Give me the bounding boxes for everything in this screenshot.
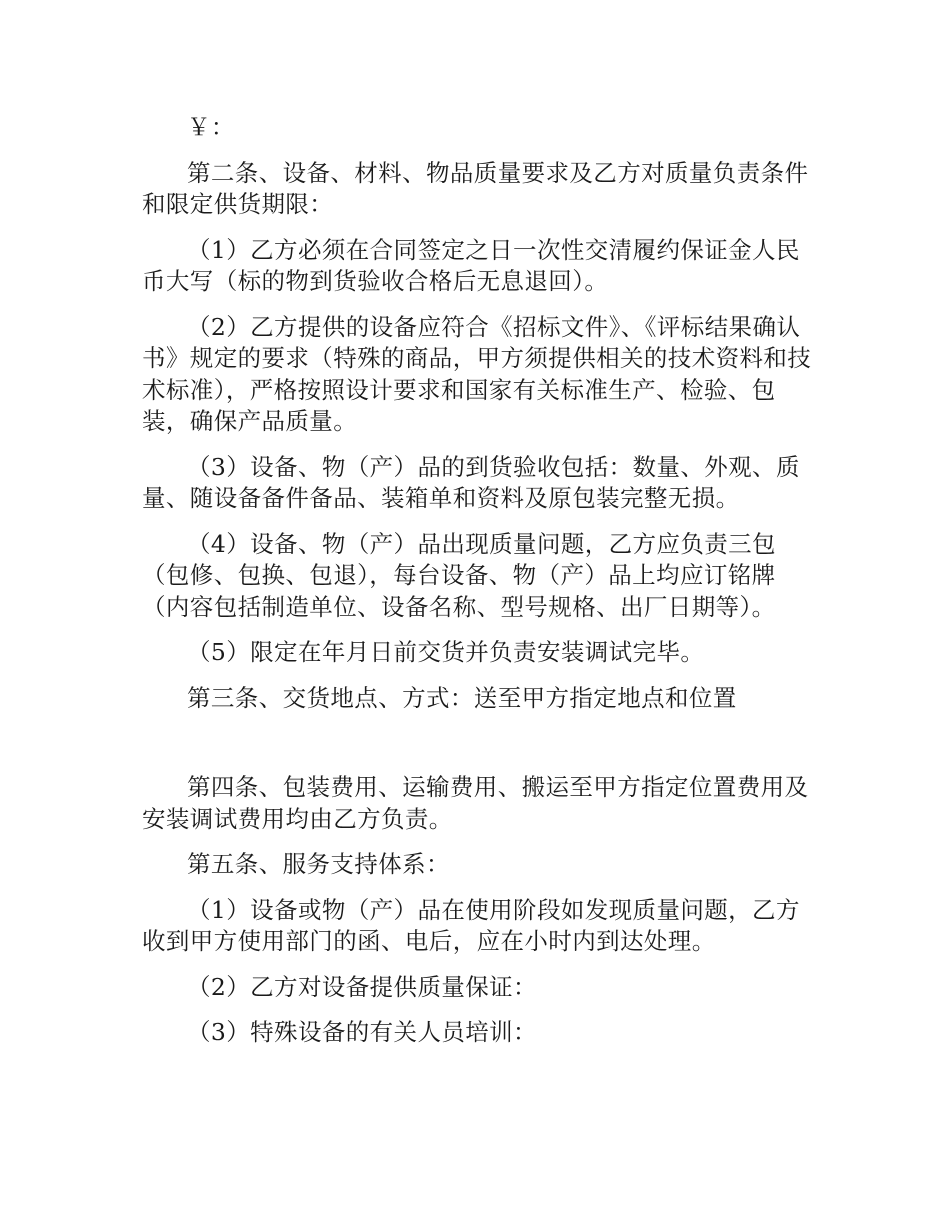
paragraph-yen: ￥： xyxy=(187,113,235,141)
paragraph-article-5-item-3: （3）特殊设备的有关人员培训： xyxy=(187,1018,537,1046)
paragraph-article-3: 第三条、交货地点、方式：送至甲方指定地点和位置 xyxy=(187,683,737,712)
paragraph-article-4: 第四条、包装费用、运输费用、搬运至甲方指定位置费用及安装调试费用均由乙方负责。 xyxy=(142,773,809,833)
paragraph-article-2-item-1: （1）乙方必须在合同签定之日一次性交清履约保证金人民币大写（标的物到货验收合格后无息退回）。 xyxy=(142,235,800,295)
paragraph-article-5-item-1: （1）设备或物（产）品在使用阶段如发现质量问题，乙方收到甲方使用部门的函、电后，应在小时内到达处理。 xyxy=(142,895,800,955)
paragraph-article-5-item-2: （2）乙方对设备提供质量保证： xyxy=(187,972,537,1001)
paragraph-article-2: 第二条、设备、材料、物品质量要求及乙方对质量负责条件和限定供货期限： xyxy=(142,158,809,218)
paragraph-article-2-item-2: （2）乙方提供的设备应符合《招标文件》、《评标结果确认书》规定的要求（特殊的商品，甲方须提供相关的技术资料和技术标准），严格按照设计要求和国家有关标准生产、检验、包装，确保产品质量。 xyxy=(142,312,812,435)
paragraph-article-2-item-4: （4）设备、物（产）品出现质量问题，乙方应负责三包（包修、包换、包退），每台设备、物（产）品上均应订铭牌（内容包括制造单位、设备名称、型号规格、出厂日期等）。 xyxy=(142,529,776,621)
paragraph-article-2-item-3: （3）设备、物（产）品的到货验收包括：数量、外观、质量、随设备备件备品、装箱单和资料及原包装完整无损。 xyxy=(142,452,800,512)
document-page xyxy=(142,112,814,1063)
paragraph-article-2-item-5: （5）限定在年月日前交货并负责安装调试完毕。 xyxy=(187,638,705,666)
paragraph-article-5: 第五条、服务支持体系： xyxy=(187,850,450,878)
blank-spacer xyxy=(142,728,814,772)
